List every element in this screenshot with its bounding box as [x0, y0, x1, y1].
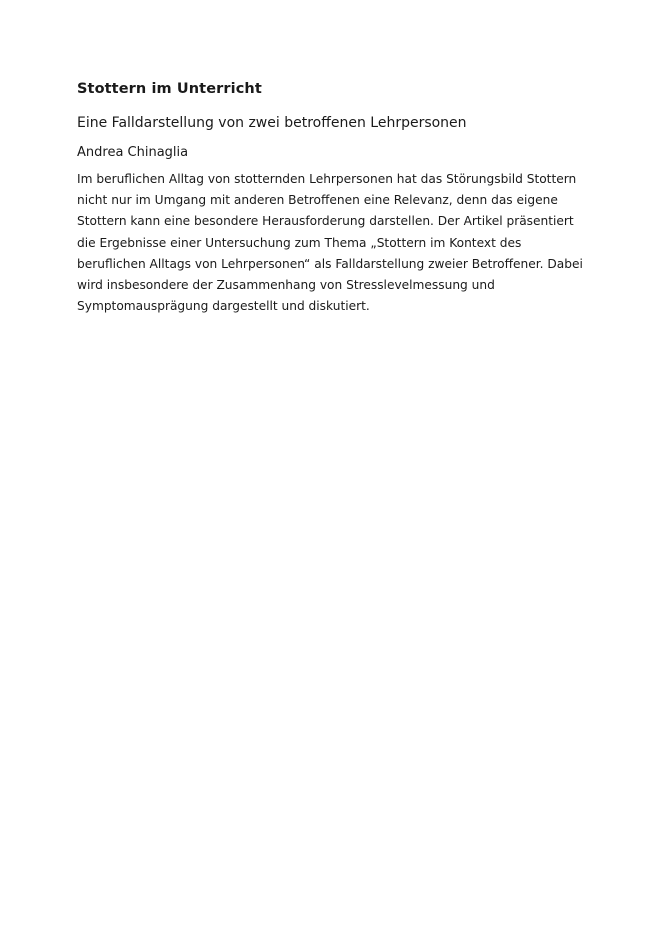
article-abstract — [77, 169, 583, 317]
abstract-line: Symptomausprägung dargestellt und diskutiert. — [77, 299, 370, 314]
article-title: Stottern im Unterricht — [77, 81, 262, 97]
article-content — [77, 78, 583, 317]
abstract-line: Stottern kann eine besondere Herausforderung darstellen. Der Artikel präsentiert — [77, 214, 574, 229]
abstract-line: nicht nur im Umgang mit anderen Betroffenen eine Relevanz, denn das eigene — [77, 193, 558, 208]
abstract-line: Im beruflichen Alltag von stotternden Lehrpersonen hat das Störungsbild Stottern — [77, 172, 577, 186]
abstract-line: die Ergebnisse einer Untersuchung zum Thema „Stottern im Kontext des — [77, 235, 522, 250]
abstract-line: beruflichen Alltags von Lehrpersonen“ als Falldarstellung zweier Betroffener. Dabei — [77, 256, 583, 271]
article-subtitle: Eine Falldarstellung von zwei betroffenen Lehrpersonen — [77, 115, 467, 131]
abstract-line: wird insbesondere der Zusammenhang von Stresslevelmessung und — [77, 278, 495, 293]
article-author: Andrea Chinaglia — [77, 145, 189, 160]
